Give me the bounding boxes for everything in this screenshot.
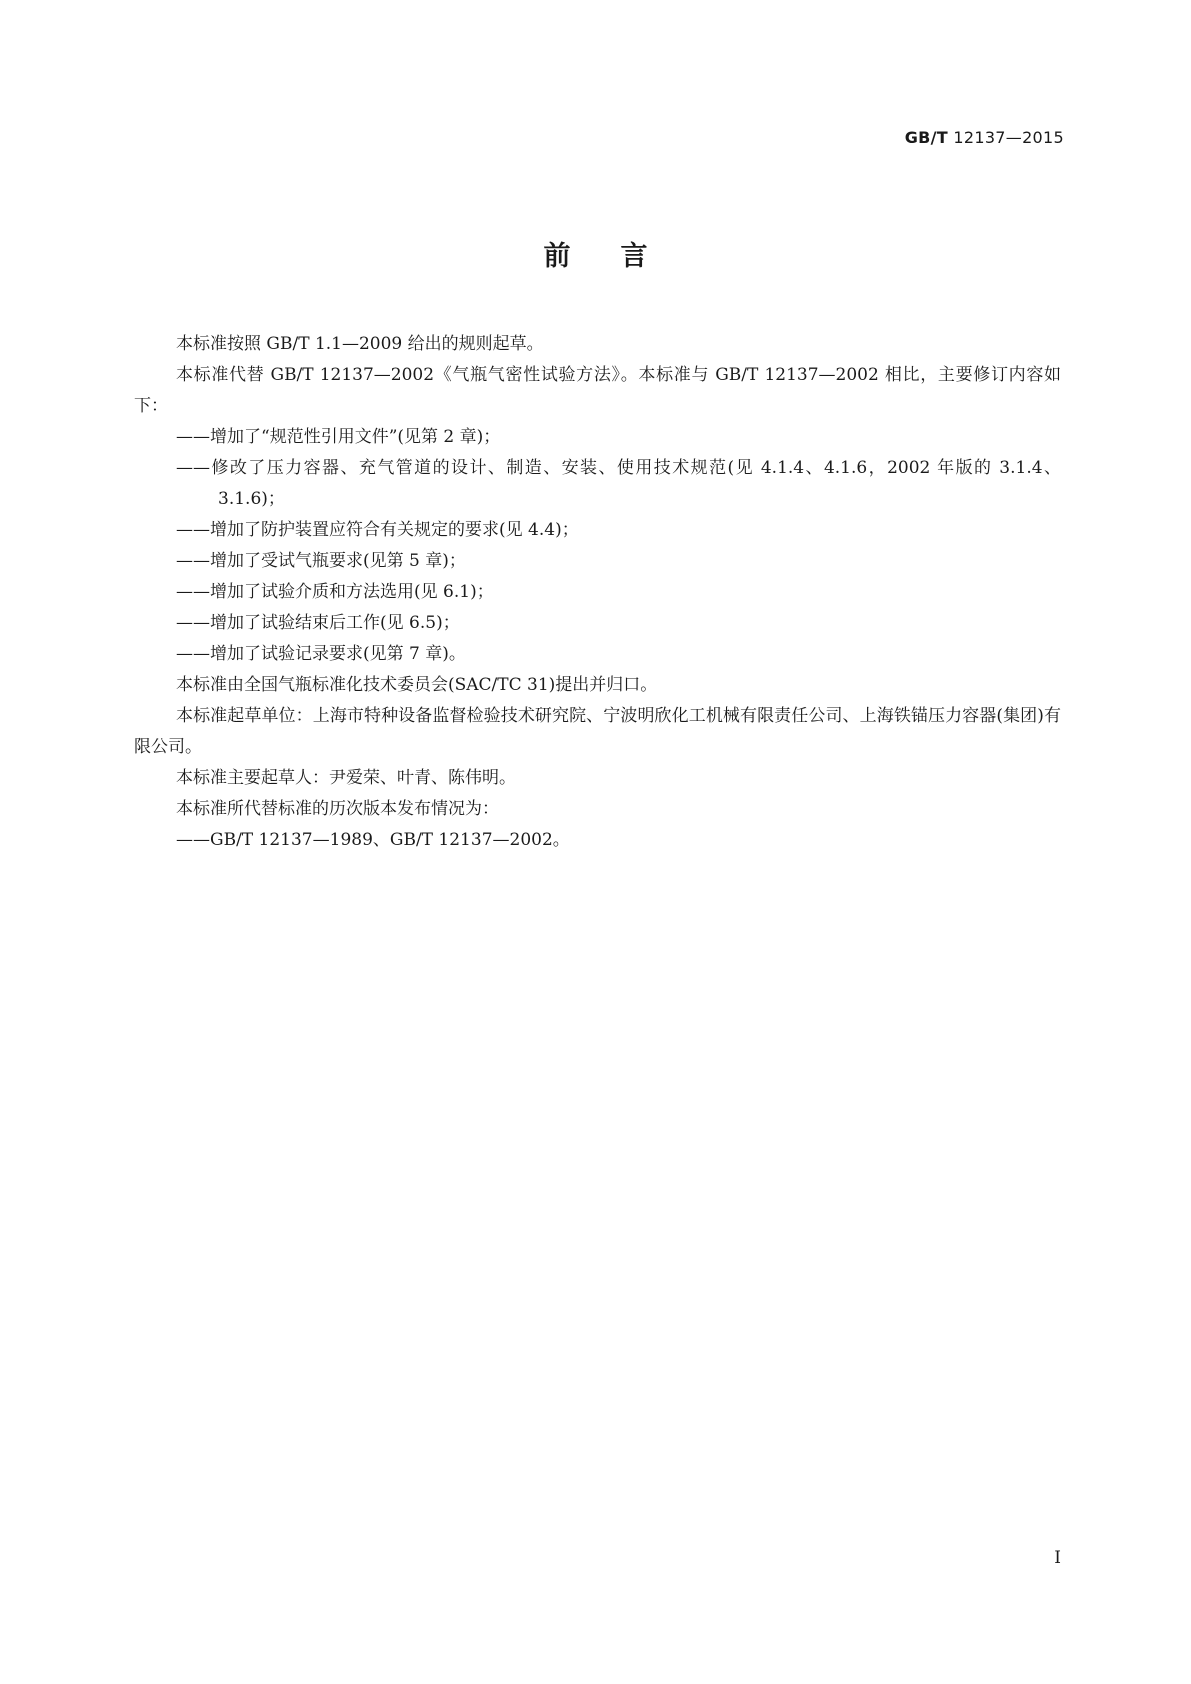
foreword-body <box>134 329 1061 856</box>
list-item-change: ——增加了防护装置应符合有关规定的要求(见 4.4)； <box>176 520 579 540</box>
list-item-previous-edition: ——GB/T 12137—1989、GB/T 12137—2002。 <box>176 830 570 850</box>
list-item-change: ——增加了试验结束后工作(见 6.5)； <box>176 613 460 633</box>
list-item-change: ——增加了受试气瓶要求(见第 5 章)； <box>176 551 466 571</box>
list-item-change: ——修改了压力容器、充气管道的设计、制造、安装、使用技术规范(见 4.1.4、4.1.6，2002 年版的 3.1.4、3.1.6)； <box>176 458 1061 509</box>
paragraph-drafting-units: 本标准起草单位：上海市特种设备监督检验技术研究院、宁波明欣化工机械有限责任公司、上海铁锚压力容器(集团)有限公司。 <box>134 706 1061 757</box>
page-number: I <box>1054 1548 1061 1568</box>
paragraph-previous-editions: 本标准所代替标准的历次版本发布情况为： <box>176 799 499 819</box>
standard-code <box>905 128 1064 147</box>
standard-code-prefix: GB/T <box>904 128 948 147</box>
paragraph-drafters: 本标准主要起草人：尹爱荣、叶青、陈伟明。 <box>176 768 516 788</box>
standard-code-number: 12137—2015 <box>953 128 1064 147</box>
list-item-change: ——增加了试验记录要求(见第 7 章)。 <box>176 644 466 664</box>
list-item-change: ——增加了试验介质和方法选用(见 6.1)； <box>176 582 494 602</box>
paragraph-replaces: 本标准代替 GB/T 12137—2002《气瓶气密性试验方法》。本标准与 GB/T 12137—2002 相比，主要修订内容如下： <box>134 365 1061 416</box>
list-item-change: ——增加了“规范性引用文件”(见第 2 章)； <box>176 427 501 447</box>
paragraph-proposer: 本标准由全国气瓶标准化技术委员会(SAC/TC 31)提出并归口。 <box>176 675 658 695</box>
paragraph-drafting-rules: 本标准按照 GB/T 1.1—2009 给出的规则起草。 <box>176 334 544 354</box>
page-title: 前言 <box>543 241 698 272</box>
